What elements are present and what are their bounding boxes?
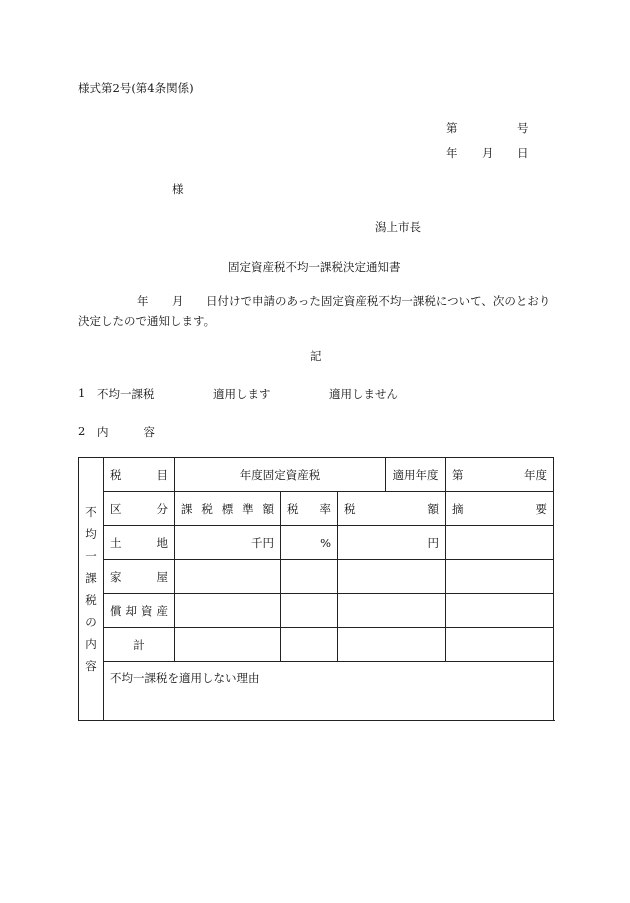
table-row xyxy=(79,628,554,662)
cell-ritsu xyxy=(281,628,338,662)
application-year-label: 適用年度 xyxy=(386,458,446,492)
item2-number: 2 xyxy=(78,424,86,438)
header-tekiyo: 摘 要 xyxy=(446,492,554,526)
table-row xyxy=(79,526,554,560)
cell-ritsu: % xyxy=(281,526,338,560)
header-ritsu: 税 率 xyxy=(281,492,338,526)
addressee-suffix: 様 xyxy=(172,182,184,196)
row-label-depreciable: 償 却 資 産 xyxy=(104,594,175,628)
cell-gaku: 円 xyxy=(338,526,446,560)
body-line1: 日付けで申請のあった固定資産税不均一課税について、次のとおり xyxy=(206,294,551,308)
row-label-house: 家 屋 xyxy=(104,560,175,594)
doc-number-go: 号 xyxy=(517,121,529,135)
table-row xyxy=(79,594,554,628)
cell-tekiyo xyxy=(446,560,554,594)
header-gaku: 税 額 xyxy=(338,492,446,526)
option-not-apply: 適用しません xyxy=(329,387,398,401)
cell-hyojun xyxy=(175,560,281,594)
document-title: 固定資産税不均一課税決定通知書 xyxy=(228,260,401,274)
cell-tekiyo xyxy=(446,526,554,560)
date-month: 月 xyxy=(482,146,494,160)
header-kubun: 区 分 xyxy=(104,492,175,526)
row-label-land: 土 地 xyxy=(104,526,175,560)
ki-mark: 記 xyxy=(310,349,322,363)
cell-ritsu xyxy=(281,594,338,628)
item1-label: 不均一課税 xyxy=(97,387,155,401)
item2-label: 内 容 xyxy=(97,425,155,439)
table-row xyxy=(79,560,554,594)
cell-tekiyo xyxy=(446,628,554,662)
cell-hyojun xyxy=(175,628,281,662)
cell-hyojun: 千円 xyxy=(175,526,281,560)
header-hyojun: 課 税 標 準 額 xyxy=(175,492,281,526)
body-year: 年 xyxy=(137,294,149,308)
table-row-tax-item xyxy=(79,458,554,492)
table-header-row xyxy=(79,492,554,526)
application-year-value: 第 年度 xyxy=(446,458,554,492)
doc-number-dai: 第 xyxy=(446,121,458,135)
date-day: 日 xyxy=(517,146,529,160)
option-apply: 適用します xyxy=(213,387,271,401)
tax-item-label: 税 目 xyxy=(104,458,175,492)
body-line2: 決定したので通知します。 xyxy=(78,314,216,328)
cell-hyojun xyxy=(175,594,281,628)
cell-gaku xyxy=(338,628,446,662)
cell-gaku xyxy=(338,594,446,628)
side-label: 不 均 一 課 税 の 内 容 xyxy=(79,458,104,721)
cell-ritsu xyxy=(281,560,338,594)
cell-gaku xyxy=(338,560,446,594)
reason-row xyxy=(79,662,554,721)
form-number: 様式第2号(第4条関係) xyxy=(78,81,194,95)
issuer: 潟上市長 xyxy=(375,220,421,234)
body-month: 月 xyxy=(172,294,184,308)
date-year: 年 xyxy=(446,146,458,160)
row-label-total: 計 xyxy=(104,628,175,662)
tax-content-table xyxy=(78,457,553,713)
reason-label: 不均一課税を適用しない理由 xyxy=(104,662,554,721)
item1-number: 1 xyxy=(78,386,86,400)
tax-item-value: 年度固定資産税 xyxy=(175,458,386,492)
cell-tekiyo xyxy=(446,594,554,628)
